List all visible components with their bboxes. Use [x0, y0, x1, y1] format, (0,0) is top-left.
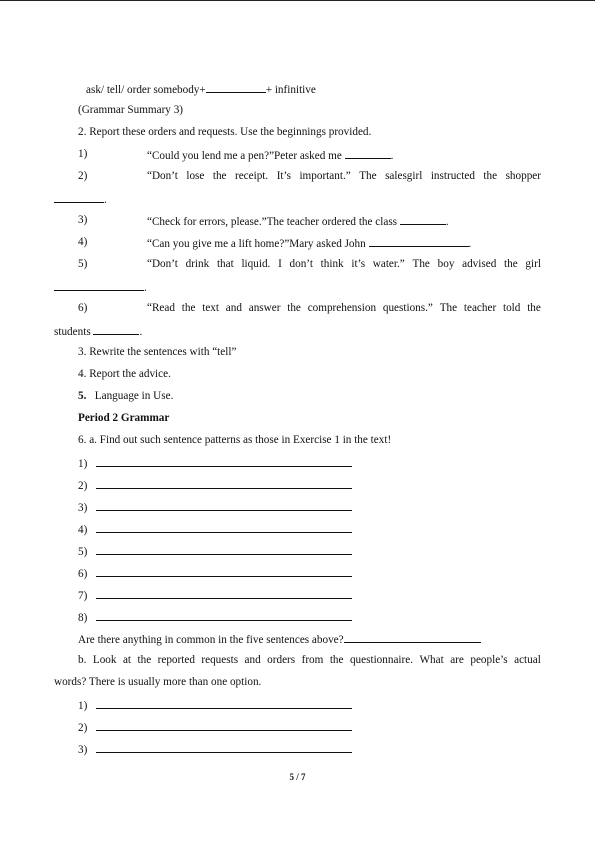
grammar-pattern-line	[86, 81, 316, 97]
item-3-sentence: “Check for errors, please.”The teacher ordered the class .	[147, 213, 449, 229]
word: the	[287, 302, 301, 314]
item-5-continuation: .	[54, 279, 147, 295]
word: drink	[185, 258, 210, 270]
word: it’s	[351, 258, 366, 270]
word: and	[244, 654, 261, 666]
word: It’s	[276, 170, 291, 182]
line-number: 4)	[78, 524, 88, 536]
word: that	[216, 258, 234, 270]
answer-line[interactable]	[96, 499, 352, 511]
answer-line-row	[78, 477, 352, 493]
line-number: 3)	[78, 744, 88, 756]
answer-line-row	[78, 543, 352, 559]
answer-line[interactable]	[96, 697, 352, 709]
word: comprehension	[307, 302, 377, 314]
item-number: 1)	[78, 148, 88, 160]
item-2-sentence	[147, 169, 541, 183]
word: orders	[267, 654, 296, 666]
line-number: 2)	[78, 722, 88, 734]
answer-blank[interactable]	[54, 279, 144, 291]
answer-line[interactable]	[96, 477, 352, 489]
answer-line-row	[78, 719, 352, 735]
word: think	[320, 258, 344, 270]
item-number: 5)	[78, 258, 88, 270]
question-6a-heading: 6. a. Find out such sentence patterns as those in Exercise 1 in the text!	[78, 434, 392, 446]
answer-line[interactable]	[96, 455, 352, 467]
item-number: 2)	[78, 170, 88, 182]
page-number: 5 / 7	[289, 772, 306, 782]
answer-line[interactable]	[96, 521, 352, 533]
word: teacher	[463, 302, 497, 314]
item-1-sentence: “Could you lend me a pen?”Peter asked me .	[147, 147, 393, 163]
line-number: 2)	[78, 480, 88, 492]
word: the	[329, 654, 344, 666]
answer-line-row	[78, 499, 352, 515]
section-title: Period 2 Grammar	[78, 412, 170, 424]
word: “Don’t	[147, 258, 178, 270]
answer-line[interactable]	[96, 587, 352, 599]
word: told	[502, 302, 521, 314]
pattern-prefix: ask/ tell/ order somebody+	[86, 84, 206, 96]
word: receipt.	[234, 170, 269, 182]
answer-blank[interactable]	[345, 147, 391, 159]
question-6b-heading	[78, 653, 541, 667]
question-3-heading: 3. Rewrite the sentences with “tell”	[78, 346, 237, 358]
line-number: 1)	[78, 458, 88, 470]
answer-line-row	[78, 587, 352, 603]
word: salesgirl	[385, 170, 423, 182]
word: Look	[92, 654, 117, 666]
word: The	[439, 302, 458, 314]
word: “Read	[147, 302, 175, 314]
word: questions.”	[382, 302, 433, 314]
word: lose	[186, 170, 205, 182]
word: the	[137, 654, 152, 666]
common-question: Are there anything in common in the five sentences above?	[78, 631, 481, 647]
item-6-continuation: students .	[54, 323, 142, 339]
answer-line[interactable]	[96, 741, 352, 753]
word: b.	[78, 654, 87, 666]
word: text	[202, 302, 219, 314]
line-number: 5)	[78, 546, 88, 558]
item-5-sentence	[147, 257, 541, 271]
word: at	[122, 654, 132, 666]
answer-blank[interactable]	[344, 631, 481, 643]
word: instructed	[430, 170, 475, 182]
word: the	[181, 302, 196, 314]
item-6-sentence	[147, 301, 541, 315]
pattern-blank[interactable]	[206, 81, 266, 93]
word: from	[301, 654, 324, 666]
answer-line-row	[78, 455, 352, 471]
word: advised	[462, 258, 497, 270]
question-4-heading: 4. Report the advice.	[78, 368, 171, 380]
word: The	[359, 170, 377, 182]
word: actual	[514, 654, 541, 666]
word: important.”	[299, 170, 351, 182]
item-number: 6)	[78, 302, 88, 314]
answer-line[interactable]	[96, 565, 352, 577]
word: boy	[437, 258, 455, 270]
word: answer	[248, 302, 281, 314]
answer-blank[interactable]	[369, 235, 469, 247]
word: the	[212, 170, 227, 182]
word: I	[278, 258, 282, 270]
item-4-sentence: “Can you give me a lift home?”Mary asked John .	[147, 235, 471, 251]
question-6b-continuation: words? There is usually more than one option.	[54, 676, 262, 688]
word: What	[419, 654, 444, 666]
answer-line-row	[78, 609, 352, 625]
item-number: 4)	[78, 236, 88, 248]
answer-line[interactable]	[96, 609, 352, 621]
word: and	[225, 302, 242, 314]
answer-line-row	[78, 521, 352, 537]
answer-line-row	[78, 697, 352, 713]
answer-blank[interactable]	[400, 213, 446, 225]
word: The	[412, 258, 430, 270]
word: reported	[157, 654, 195, 666]
word: the	[483, 170, 498, 182]
word: requests	[201, 654, 239, 666]
word: “Don’t	[147, 170, 178, 182]
question-2-heading: 2. Report these orders and requests. Use the beginnings provided.	[78, 126, 372, 138]
word: the	[504, 258, 518, 270]
answer-line-row	[78, 565, 352, 581]
word: water.”	[372, 258, 405, 270]
grammar-summary-ref: (Grammar Summary 3)	[78, 104, 184, 116]
answer-line[interactable]	[96, 543, 352, 555]
line-number: 6)	[78, 568, 88, 580]
line-number: 1)	[78, 700, 88, 712]
line-number: 3)	[78, 502, 88, 514]
pattern-suffix: + infinitive	[265, 84, 316, 96]
answer-line[interactable]	[96, 719, 352, 731]
line-number: 7)	[78, 590, 88, 602]
word: girl	[525, 258, 541, 270]
word: the	[527, 302, 541, 314]
word: are	[450, 654, 464, 666]
item-number: 3)	[78, 214, 88, 226]
answer-blank[interactable]	[54, 191, 104, 203]
word: liquid.	[241, 258, 271, 270]
question-5-heading: 5. Language in Use.	[78, 390, 174, 402]
item-2-continuation: .	[54, 191, 107, 207]
word: shopper	[505, 170, 541, 182]
answer-line-row	[78, 741, 352, 757]
word: questionnaire.	[349, 654, 414, 666]
answer-blank[interactable]	[93, 323, 139, 335]
word: don’t	[289, 258, 313, 270]
word: people’s	[470, 654, 508, 666]
line-number: 8)	[78, 612, 88, 624]
